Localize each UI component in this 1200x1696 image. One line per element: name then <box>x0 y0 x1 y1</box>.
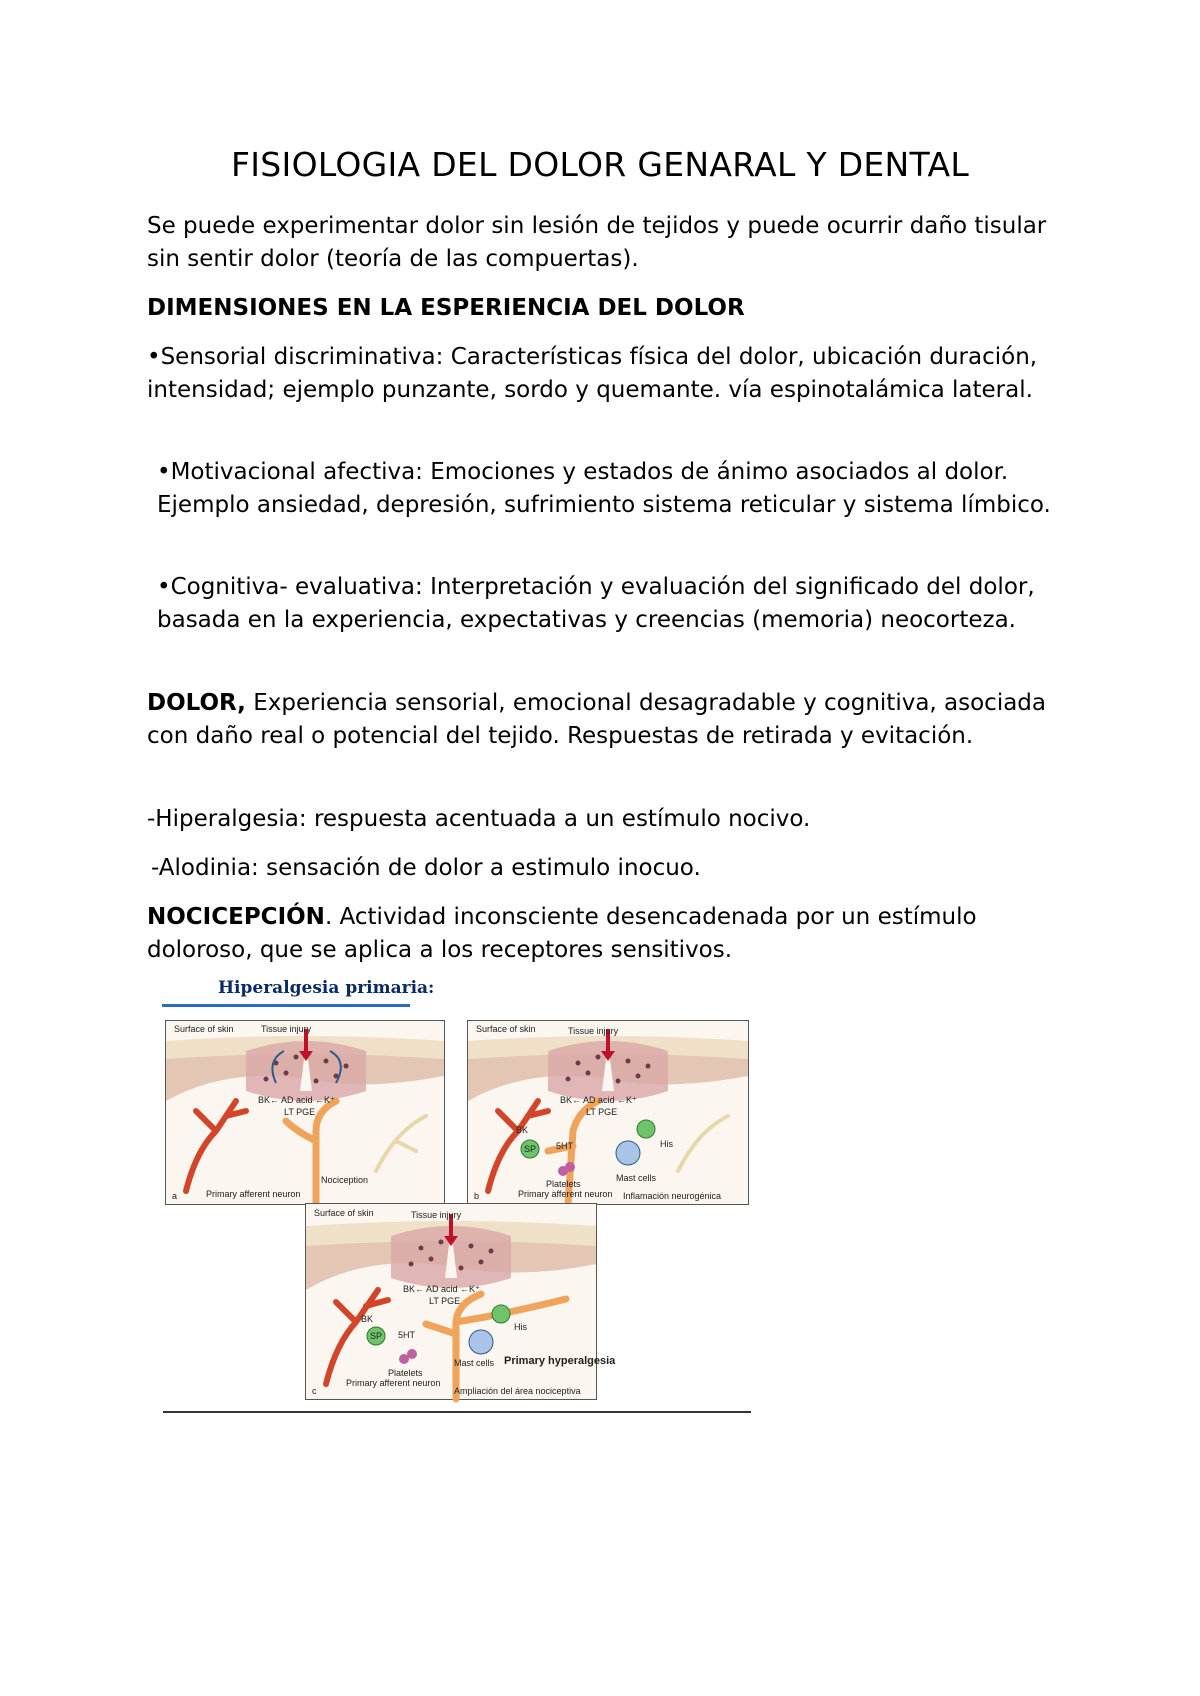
panel-c-letter: c <box>312 1386 317 1396</box>
panel-c-surface-label: Surface of skin <box>314 1208 374 1218</box>
bullet-sensorial: •Sensorial discriminativa: Características física del dolor, ubicación duración, intensidad; ejemplo punzante, sordo y quemante. vía espinotalámica lateral. <box>147 344 1038 403</box>
dolor-term: DOLOR, <box>147 690 246 716</box>
panel-a-mediators-label: BK← AD acid ←K⁺ <box>258 1095 335 1105</box>
panel-b-bk-label: BK <box>516 1125 529 1135</box>
panel-b-sp-label: SP <box>524 1144 537 1154</box>
panel-a-result-label: Nociception <box>321 1175 369 1185</box>
dolor-paragraph <box>147 687 1077 753</box>
panel-c-platelets-label: Platelets <box>388 1368 423 1378</box>
panel-c-lt-pge-label: LT PGE <box>429 1296 461 1306</box>
diagram-panel-b <box>467 1020 749 1205</box>
panel-b-surface-label: Surface of skin <box>476 1024 536 1034</box>
nocicepcion-term: NOCICEPCIÓN <box>147 904 325 930</box>
panel-b-afferent-label: Primary afferent neuron <box>518 1189 613 1199</box>
panel-c-bk-label: BK <box>361 1314 374 1324</box>
figure-title-underline <box>162 1004 410 1007</box>
bullet-motivacional: •Motivacional afectiva: Emociones y estados de ánimo asociados al dolor. Ejemplo ansiedad, depresión, sufrimiento sistema reticular y sistema límbico. <box>157 459 1051 518</box>
nocicepcion-paragraph <box>147 901 1077 967</box>
panel-b-his-label: His <box>660 1139 673 1149</box>
panel-c-5ht-label: 5HT <box>398 1330 416 1340</box>
panel-c-mast-label: Mast cells <box>454 1358 495 1368</box>
panel-a-lt-pge-label: LT PGE <box>284 1107 316 1117</box>
dolor-definition: Experiencia sensorial, emocional desagradable y cognitiva, asociada con daño real o potencial del tejido. Respuestas de retirada y evitación. <box>147 690 1047 749</box>
panel-c-afferent-label: Primary afferent neuron <box>346 1378 441 1388</box>
panel-c-mediators-label: BK← AD acid ←K⁺ <box>403 1284 480 1294</box>
panel-b-platelets-label: Platelets <box>546 1179 581 1189</box>
panel-a-injury-label: Tissue injury <box>261 1024 312 1034</box>
nocicepcion-definition: . Actividad inconsciente desencadenada por un estímulo doloroso, que se aplica a los receptores sensitivos. <box>147 904 977 963</box>
panel-c-illustration <box>306 1204 616 1399</box>
panel-c-injury-label: Tissue injury <box>411 1210 462 1220</box>
panel-a-letter: a <box>172 1191 178 1201</box>
panel-b-lt-pge-label: LT PGE <box>586 1107 618 1117</box>
intro-paragraph: Se puede experimentar dolor sin lesión de tejidos y puede ocurrir daño tisular sin sentir dolor (teoría de las compuertas). <box>147 213 1047 272</box>
panel-c-result-label: Ampliación del área nociceptiva <box>454 1386 581 1396</box>
panel-b-mediators-label: BK← AD acid ←K⁺ <box>560 1095 637 1105</box>
diagram-panel-a <box>165 1020 445 1205</box>
panel-c-sp-label: SP <box>370 1331 383 1341</box>
panel-c-his-label: His <box>514 1322 527 1332</box>
panel-a-illustration <box>166 1021 444 1204</box>
hiperalgesia-line: -Hiperalgesia: respuesta acentuada a un estímulo nocivo. <box>147 806 811 832</box>
dimensions-heading: DIMENSIONES EN LA ESPERIENCIA DEL DOLOR <box>147 295 745 321</box>
panel-b-illustration <box>468 1021 748 1204</box>
diagram-panel-c <box>305 1203 616 1400</box>
panel-b-mast-label: Mast cells <box>616 1173 657 1183</box>
panel-b-5ht-label: 5HT <box>556 1141 574 1151</box>
alodinia-line: -Alodinia: sensación de dolor a estimulo inocuo. <box>151 855 701 881</box>
panel-b-letter: b <box>474 1191 480 1201</box>
panel-a-afferent-label: Primary afferent neuron <box>206 1189 301 1199</box>
figure-title: Hiperalgesia primaria: <box>218 978 435 998</box>
panel-b-result-label: Inflamación neurogénica <box>623 1191 722 1201</box>
bullet-cognitiva: •Cognitiva- evaluativa: Interpretación y evaluación del significado del dolor, basada en la experiencia, expectativas y creencias (memoria) neocorteza. <box>157 574 1035 633</box>
panel-c-primary-hyperalgesia-label: Primary hyperalgesia <box>504 1355 616 1367</box>
panel-b-injury-label: Tissue injury <box>568 1026 619 1036</box>
page-title: FISIOLOGIA DEL DOLOR GENARAL Y DENTAL <box>230 145 970 184</box>
figure-bottom-rule <box>163 1411 751 1413</box>
panel-a-surface-label: Surface of skin <box>174 1024 234 1034</box>
